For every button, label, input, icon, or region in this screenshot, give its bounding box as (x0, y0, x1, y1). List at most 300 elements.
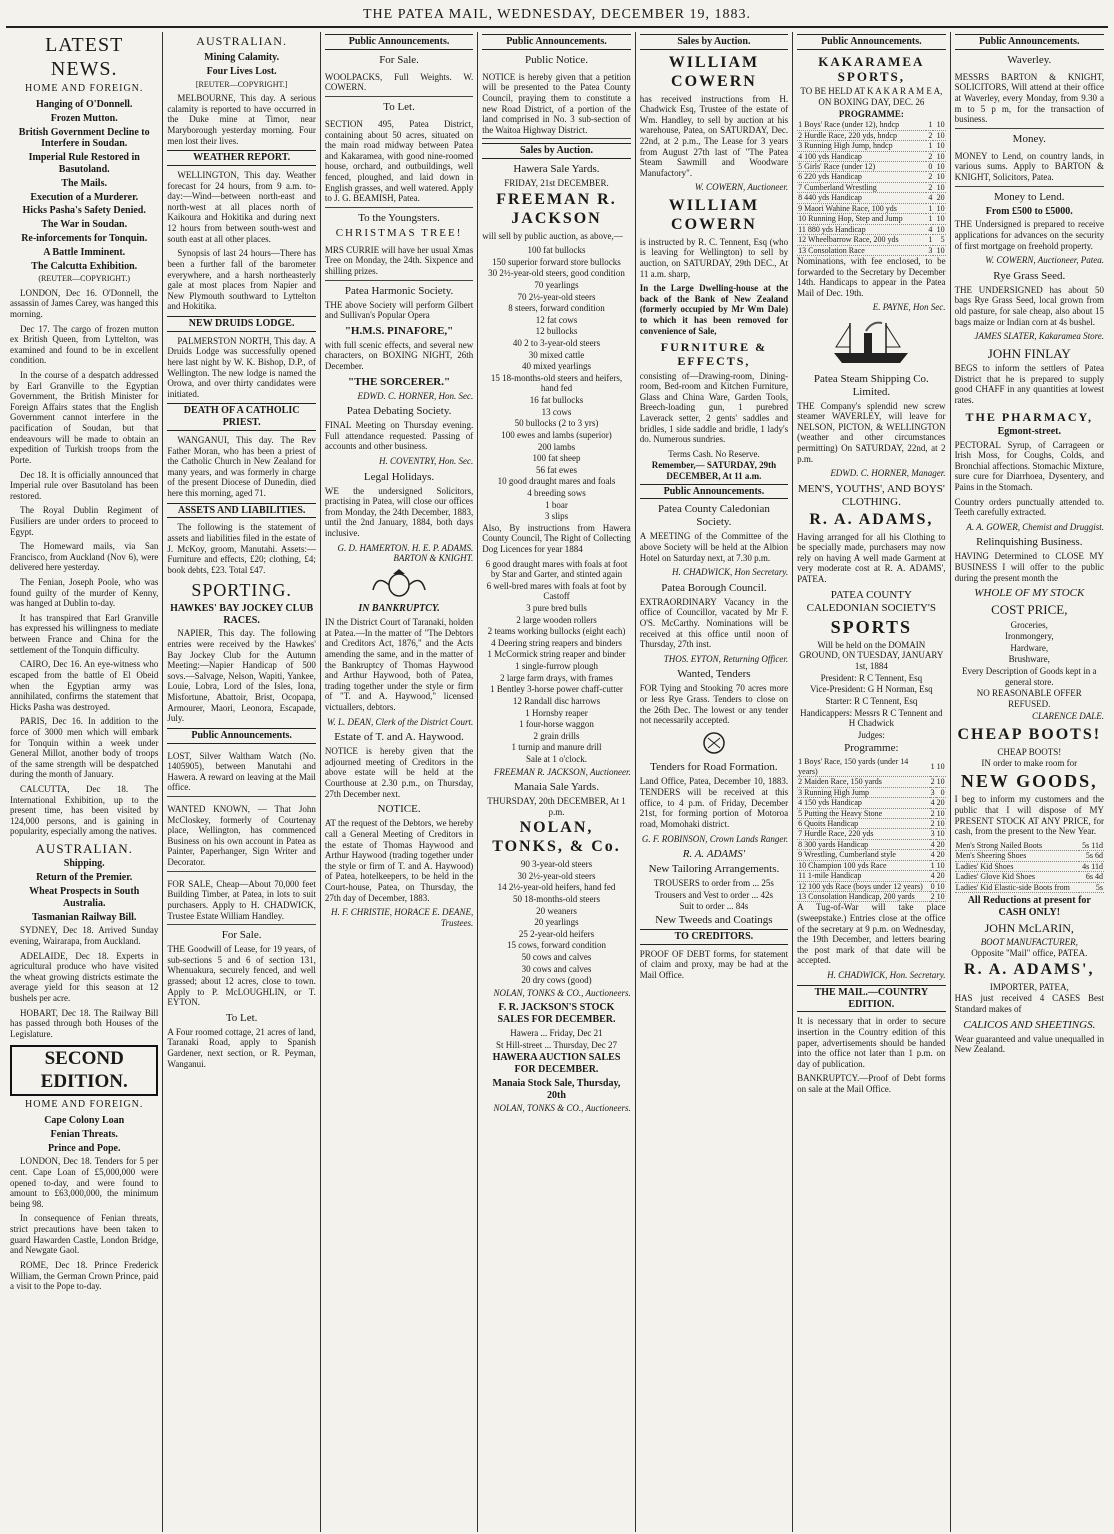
manaia-list (482, 859, 630, 986)
stock-item: 100 fat sheep (532, 453, 581, 464)
public-announcements-header: Public Announcements. (640, 484, 788, 500)
australian-title: AUSTRALIAN. (35, 841, 133, 857)
stock-item: 12 Randall disc harrows (512, 695, 601, 706)
boot-manufacturer-label: BOOT MANUFACTURER, (980, 936, 1078, 947)
money-text: MONEY to Lend, on country lands, in various sums. Apply to BARTON & KNIGHT, Solicitors, Patea. (955, 148, 1104, 187)
headline: Prince and Pope. (47, 1142, 121, 1154)
prize-value: 20 (933, 193, 945, 203)
event-name: 10 Running Hop, Step and Jump (797, 214, 926, 224)
prize-value: 0 (926, 162, 933, 172)
classified-ad: FOR SALE, Cheap—About 70,000 feet Building Timber, at Patea, in lots to suit purchasers. Apply to H. CHADWICK, Trustee Estate William Handley. (167, 876, 315, 925)
stock-item: 30 2½-year-old steers (517, 870, 596, 881)
prize-value: 10 (933, 130, 945, 140)
tailoring-item: Suit to order ... 84s (679, 901, 749, 912)
creditors-text: PROOF OF DEBT forms, for statement of claim and proxy, may be had at the Mail Office. (639, 948, 789, 980)
prize-value: 1 (930, 757, 936, 776)
rye-grass-text: THE UNDERSIGNED has about 50 bags Rye Grass Seed, local grown from old pasture, for sale cheap, also about 15 bags maize or Indian corn at 4s bushel. (954, 284, 1104, 327)
stock-item: 100 fat bullocks (527, 245, 586, 256)
news-paragraph: PARIS, Dec 16. In addition to the force of 3000 men which will embark for Tonquin within a week under General Millot, another body of troops of the same strength will be despatched during the month of January. (10, 716, 159, 780)
second-edition-title: SECOND EDITION. (10, 1045, 158, 1096)
event-name: 8 440 yds Handicap (797, 193, 926, 203)
royal-crest-icon (325, 568, 473, 601)
event-name: 9 Maori Wahine Race, 100 yds (797, 203, 926, 213)
stock-category: Groceries, (1010, 619, 1048, 630)
kakaramea-sports-signature: E. PAYNE, Hon Sec. (872, 302, 946, 313)
caledonian-programme-table (797, 757, 945, 902)
new-goods-title: NEW GOODS, (960, 771, 1098, 792)
news-paragraph: HOBART, Dec 18. The Railway Bill has passed through both Houses of the Legislature. (10, 1007, 159, 1039)
prize-value: 10 (933, 182, 945, 192)
assets-liabilities-title: ASSETS AND LIABILITIES. (167, 503, 315, 519)
john-finlay-title: JOHN FINLAY (987, 345, 1071, 361)
kakaramea-sports-title: KAKARAMEA SPORTS, (818, 53, 925, 85)
shipping-co-signature: EDWD. C. HORNER, Manager. (830, 468, 946, 479)
headline: Hanging of O'Donnell. (36, 98, 133, 110)
prize-value: 20 (936, 839, 945, 849)
event-name: 4 150 yds Handicap (797, 798, 929, 808)
waverley-title: Waverley. (1007, 53, 1052, 66)
price-row (955, 841, 1104, 851)
event-name: 1 Boys' Race, 150 yards (under 14 years) (797, 757, 929, 776)
stock-item: 30 cows and calves (521, 963, 592, 974)
stock-item: 40 2 to 3-year-old steers (512, 338, 601, 349)
event-name: 6 Quoits Handicap (797, 818, 929, 828)
weather-paragraph: WELLINGTON, This day. Weather forecast for 24 hours, from 9 a.m. to-day:—Wind—between north-east and north-west at all places north of Kaikoura and Hokitika and during next 12 hours from between south-west and south east at all other places. (167, 170, 316, 244)
stock-category: Hardware, (1010, 642, 1049, 653)
stock-item: 1 Bentley 3-horse power chaff-cutter (490, 684, 623, 695)
hawera-auction-title: HAWERA AUCTION SALES FOR DECEMBER. (492, 1052, 621, 1076)
reuter-credit: (REUTER—COPYRIGHT.) (38, 274, 131, 284)
horse-list (482, 559, 630, 753)
australian-headlines (10, 858, 158, 923)
crest-icon (640, 730, 788, 759)
public-announcements-header: Public Announcements. (482, 34, 630, 50)
stock-item: 25 2-year-old heifers (518, 928, 595, 939)
woolpacks-ad: WOOLPACKS, Full Weights. W. COWERN. (325, 69, 473, 97)
tailoring-item: Trousers and Vest to order ... 42s (654, 889, 774, 900)
programme-row (797, 808, 945, 818)
event-name: Ladies' Kid Shoes (955, 861, 1080, 871)
caledonian-society-signature: H. CHADWICK, Hon Secretary. (671, 567, 789, 578)
event-name: 6 220 yds Handicap (797, 172, 926, 182)
prize-value: 0 (930, 881, 935, 891)
programme-row (797, 235, 945, 245)
prize-value: 4 (926, 193, 933, 203)
notice-text: AT the request of the Debtors, we hereby call a General Meeting of Creditors in the estate of Thomas Haywood and Arthur Haywood (trading together under the style or firm of T. and A. Haywood) of Patea, hotelkeepers, to be held in the Court-house, Patea, on Thursday, the 27th day of December, 1883. (324, 818, 474, 903)
event-name: 5 Girls' Race (under 12) (797, 162, 926, 172)
barton-knight-text: MESSRS BARTON & KNIGHT, SOLICITORS, Will attend at their office at Waverley, every Monday, from 9.30 a m to 5 p m, for the transaction of business. (955, 69, 1104, 129)
calicos-label: CALICOS AND SHEETINGS. (963, 1018, 1096, 1031)
stock-item: 13 cows (541, 406, 572, 417)
cowern-signature: W. COWERN, Auctioneer. (694, 182, 789, 193)
notice-title: NOTICE. (377, 803, 421, 816)
prize-value: 3 (926, 245, 933, 255)
creditors-title: TO CREDITORS. (640, 929, 788, 945)
headline: Re-inforcements for Tonquin. (21, 232, 148, 244)
programme-row (797, 892, 945, 902)
adams-importer-title: R. A. ADAMS', (964, 960, 1095, 978)
hawera-date: FRIDAY, 21st DECEMBER. (504, 178, 609, 189)
cowern-text: has received instructions from H. Chadwick Esq, Trustee of the estate of Wm. Handley, to sell by auction at his warehouse, Patea, on SATURDAY, Dec. 22nd, at 2 p.m., The Lease for 3 years from August 27th last of "The Patea Steam Sawmill and Woodware Manufactory". (639, 93, 789, 178)
to-let-title: To Let. (225, 1011, 258, 1024)
stock-item: 150 superior forward store bullocks (492, 256, 621, 267)
public-announcements-header: Public Announcements. (167, 728, 315, 744)
kakaramea-sports-text: Nominations, with fee enclosed, to be forwarded to the Secretary by December 14th. Handicaps to appear in the Patea Mail of Dec. 19th. (797, 255, 946, 298)
tailoring-title: New Tailoring Arrangements. (648, 863, 780, 876)
event-name: 11 880 yds Handicap (797, 224, 926, 234)
harmonic-society-text-2: with full scenic effects, and several new characters, on BOXING NIGHT, 26th December. (324, 339, 474, 371)
caledonian-sports-signature: H. CHADWICK, Hon. Secretary. (827, 970, 946, 981)
mining-paragraphs (167, 93, 315, 146)
programme-row (797, 182, 945, 192)
estate-title: Estate of T. and A. Haywood. (334, 731, 464, 744)
stock-item: 200 lambs (537, 441, 576, 452)
mining-headlines (167, 52, 315, 78)
programme-row (797, 860, 945, 870)
news-paragraph: The Royal Dublin Regiment of Fusiliers are under orders to proceed to Egypt. (10, 505, 159, 537)
pharmacy-text: PECTORAL Syrup, of Carrageen or Irish Moss, for Coughs, Colds, and Bronchial affections. Stomachic Mixture, sure cure for Diarrhoea, Dysentery, and Pains in the Stomach. (954, 439, 1104, 492)
headline-list (10, 99, 158, 272)
headline: Tasmanian Railway Bill. (32, 911, 137, 923)
news-paragraph: LONDON, Dec 16. O'Donnell, the assassin of James Carey, was hanged this morning. (10, 287, 159, 319)
headline: Frozen Mutton. (50, 112, 118, 124)
stock-item: 16 fat bullocks (529, 395, 584, 406)
stock-item: 20 weaners (536, 905, 577, 916)
prize-value: 2 (926, 151, 933, 161)
prize-value: 2 (930, 892, 935, 901)
new-goods-text: I beg to inform my customers and the public that I will dispose of MY PRESENT STOCK AT ANY PRICE, for cash, from the present to the New Year. (954, 794, 1104, 837)
stock-item: 50 bullocks (2 to 3 yrs) (514, 418, 599, 429)
hawera-sale-yards-title: Hawera Sale Yards. (513, 163, 600, 176)
stock-item: 14 2½-year-old heifers, hand fed (497, 882, 616, 893)
prize-value: 10 (936, 892, 945, 901)
prize-value: 20 (936, 798, 945, 808)
prize-value: 10 (936, 829, 945, 839)
stock-item: 1 Hornsby reaper (525, 707, 588, 718)
pharmacy-note: Country orders punctually attended to. Teeth carefully extracted. (954, 496, 1104, 518)
price-row (955, 872, 1104, 882)
public-announcements-header: Public Announcements. (955, 34, 1104, 50)
event-name: 7 Hurdle Race, 220 yds (797, 829, 929, 839)
druids-lodge-text: PALMERSTON NORTH, This day. A Druids Lodge was successfully opened here last night by W. K. Bishop, D.P., of Wellington. The new lodge is named the Orowa, and over thirty candidates were initiated. (167, 335, 316, 399)
money-to-lend-amount: From £500 to £5000. (985, 205, 1073, 217)
headline: A Battle Imminent. (43, 246, 126, 258)
programme-row (797, 193, 945, 203)
youngsters-title: To the Youngsters. (358, 211, 440, 224)
stock-item: 8 steers, forward condition (508, 303, 605, 314)
prize-value: 4 (930, 798, 935, 808)
event-name: 13 Consolation Race (797, 245, 926, 255)
wanted-tenders-text: FOR Tying and Stooking 70 acres more or less Rye Grass. Tenders to close on the 26th Dec. The lowest or any tender not necessarily accepted. (639, 683, 789, 726)
every-description: Every Description of Goods kept in a general store. (962, 665, 1097, 687)
to-let-text: A Four roomed cottage, 21 acres of land, Taranaki Road, apply to Spanish Gardener, next section, or R. Peyman, Wanganui. (167, 1026, 316, 1069)
stock-category: Ironmongery, (1004, 631, 1054, 642)
adams-note: Wear guaranteed and value unequalled in New Zealand. (954, 1033, 1104, 1055)
prize-value: 1 (926, 214, 933, 224)
news-paragraph: ADELAIDE, Dec 18. Experts in agricultural produce who have visited the wheat growing districts estimate the average yield for this season at 12 bushels per acre. (10, 950, 159, 1003)
sale-signature: FREEMAN R. JACKSON, Auctioneer. (493, 766, 631, 777)
borough-council-title: Patea Borough Council. (661, 581, 767, 594)
rye-grass-signature: JAMES SLATER, Kakaramea Store. (974, 331, 1104, 342)
manaia-signature: NOLAN, TONKS & CO., Auctioneers. (493, 987, 631, 998)
latest-news-title: LATEST NEWS. (45, 34, 124, 80)
prize-value: 10 (933, 141, 945, 151)
remember-line: Remember,— SATURDAY, 29th DECEMBER, At 11 a.m. (651, 460, 777, 482)
event-name: Ladies' Kid Elastic-side Boots from (955, 882, 1080, 892)
programme-row (797, 850, 945, 860)
john-mclarin-title: JOHN McLARIN, (984, 920, 1074, 935)
prize-value: 1 (926, 141, 933, 151)
william-cowern-name-2: WILLIAM COWERN (668, 197, 760, 233)
headline: The Calcutta Exhibition. (31, 260, 138, 272)
column-public-announcements-2 (478, 32, 635, 1532)
cost-price-label: COST PRICE, (991, 602, 1068, 618)
headline: Wheat Prospects in South Australia. (29, 885, 140, 909)
programme-label: PROGRAMME: (838, 108, 904, 119)
prize-value: 3 (930, 829, 935, 839)
catholic-priest-title: DEATH OF A CATHOLIC PRIEST. (167, 403, 315, 431)
prize-value: 2 (926, 172, 933, 182)
rye-grass-title: Rye Grass Seed. (993, 269, 1066, 282)
programme-row (797, 787, 945, 797)
official-entry: President: R C Tennent, Esq (820, 672, 923, 683)
event-name: Ladies' Glove Kid Shoes (955, 872, 1080, 882)
stock-item: 50 cows and calves (521, 952, 592, 962)
pharmacy-signature: A. A. GOWER, Chemist and Druggist. (966, 521, 1104, 532)
bankruptcy-title: IN BANKRUPTCY. (358, 603, 440, 615)
bankruptcy-note: BANKRUPTCY.—Proof of Debt forms on sale at the Mail Office. (797, 1073, 946, 1094)
home-foreign-subtitle: HOME AND FOREIGN. (25, 83, 144, 95)
second-edition-headlines (10, 1115, 158, 1154)
stock-item: 1 single-furrow plough (514, 661, 598, 672)
pharmacy-title: THE PHARMACY, (965, 409, 1094, 424)
money-title: Money. (1012, 132, 1046, 145)
news-paragraph: SYDNEY, Dec 18. Arrived Sunday evening, Wairarapa, from Auckland. (10, 925, 159, 946)
programme-row (797, 871, 945, 881)
news-paragraph: In consequence of Fenian threats, strict precautions have been taken to guard Hawarden Castle, London Bridge, and Newgate Gaol. (10, 1213, 159, 1256)
column-latest-news (6, 32, 163, 1532)
prize-value: 5s 6d (1079, 851, 1104, 861)
nolan-tonks-name: NOLAN, TONKS, & Co. (492, 819, 621, 856)
stock-item: 30 mixed cattle (528, 349, 585, 360)
assets-liabilities-text: The following is the statement of assets and liabilities filed in the estate of J. McKoy, groom, Manutahi. Assets:—Furniture and effects, £20; clothing, £4; book debts, £23. Total £47. (167, 522, 316, 575)
debating-society-title: Patea Debating Society. (346, 405, 452, 418)
prize-value: 10 (936, 818, 945, 828)
prize-value: 10 (933, 162, 945, 172)
prize-value: 10 (936, 757, 946, 776)
price-row (955, 861, 1104, 871)
stock-item: 1 McCormick string reaper and binder (487, 649, 626, 660)
clothing-text: Having arranged for all his Clothing to be specially made, purchasers may now rely on having A well made Garment at very moderate cost at R. A. ADAMS', PATEA. (797, 531, 946, 585)
second-edition-subtitle: HOME AND FOREIGN. (25, 1099, 144, 1111)
caledonian-sports-heading: SPORTS (830, 616, 913, 637)
adams-title: R. A. ADAMS' (682, 848, 746, 861)
event-name: 3 Running High Jump (797, 787, 929, 797)
caledonian-society-title: Patea County Caledonian Society. (658, 503, 770, 529)
australian-heading: AUSTRALIAN. (196, 34, 287, 48)
weather-paragraph: Synopsis of last 24 hours—There has been a further fall of the barometer everywhere, and a harsh northeasterly gale at most places from Napier and New Plymouth southward to Lyttelton and Hokitika. (167, 248, 316, 312)
kakaramea-programme-table (797, 120, 945, 256)
road-formation-title: Tenders for Road Formation. (650, 761, 778, 774)
section-to-let-text: SECTION 495, Patea District, containing about 50 acres, situated on the main road midway between Patea and Kakaramea, with good nine-roomed house, orchard, and outbuildings, well fenced, ploughed, and laid down in English grasses, and well watered. Apply to J. G. BEAMISH, Patea. (325, 116, 473, 208)
john-finlay-text: BEGS to inform the settlers of Patea District that he is prepared to supply good CHAFF in any quantities at lowest rates. (954, 363, 1104, 405)
relinquishing-title: Relinquishing Business. (976, 536, 1083, 549)
manaia-sale-yards-title: Manaia Sale Yards. (514, 781, 599, 794)
money-to-lend-text: THE Undersigned is prepared to receive applications for advances on the security of first mortgage on freehold property. (954, 219, 1104, 251)
headline: Shipping. (63, 858, 105, 870)
nolan-signature: NOLAN, TONKS & CO., Auctioneers. (493, 1103, 631, 1114)
adams-importer-text: HAS just received 4 CASES Best Standard makes of (954, 993, 1104, 1015)
for-sale-title: For Sale. (221, 929, 262, 942)
event-name: 12 100 yds Race (boys under 12 years) (797, 881, 929, 891)
news-paragraph: CALCUTTA, Dec 18. The International Exhibition, up to the present time, has been visited by 124,000 persons, and is gaining in popularity, especially among the natives. (10, 783, 159, 837)
prize-value: 3 (930, 787, 935, 797)
sorcerer-title: "THE SORCERER." (348, 375, 451, 388)
caledonian-sports-text: A Tug-of-War will take place (sweepstake.) Entries close at the office of the secretary at 9 p.m. on Wednesday, the 19th December, and letters bearing the post mark of that date will be accepted. (797, 902, 946, 966)
whole-stock-label: WHOLE OF MY STOCK (974, 587, 1085, 600)
event-name: 10 Champion 100 yds Race (797, 860, 929, 870)
programme-row (797, 162, 945, 172)
cash-only-label: All Reductions at present for CASH ONLY! (967, 894, 1091, 918)
event-name: 2 Hurdle Race, 220 yds, hndcp (797, 130, 926, 140)
programme-row (797, 130, 945, 140)
programme-row (797, 798, 945, 808)
bankruptcy-text: IN the District Court of Taranaki, holden at Patea.—In the matter of "The Debtors and Creditors Act, 1876," and the Acts amending the same, and in the matter of the Bankruptcy of Thomas Haywood and Arthur Haywood, both of Patea, trading together under the style or firm of "T. and A. Haywood," licensed victuallers, debtors. (324, 617, 474, 713)
pharmacy-subtitle: Egmont-street. (997, 425, 1061, 437)
event-name: 13 Consolation Handicap, 200 yards (797, 892, 929, 902)
news-paragraph: In the course of a despatch addressed by Earl Granville to the Egyptian Government, the British Minister for Foreign Affairs states that the English Government cannot interfere in the pacification of Soudan, but that endeavours will be made to obtain an expedition of Turkish troops from the Porte. (10, 370, 159, 465)
stock-item: 1 four-horse waggon (519, 719, 594, 730)
programme-row (797, 818, 945, 828)
to-let-title: To Let. (383, 100, 415, 113)
second-edition-paragraphs (10, 1156, 158, 1291)
prize-value: 1 (926, 203, 933, 213)
prize-value: 20 (936, 871, 945, 881)
prize-value: 10 (936, 881, 945, 891)
reuter-credit: [REUTER—COPYRIGHT.] (195, 79, 288, 89)
manaia-stock-sale: Manaia Stock Sale, Thursday, 20th (492, 1077, 621, 1101)
money-to-lend-title: Money to Lend. (993, 190, 1065, 203)
stock-item: 20 yearlings (534, 917, 579, 928)
clothing-name: R. A. ADAMS, (809, 510, 934, 528)
stock-item: 3 pure bred bulls (526, 603, 587, 614)
prize-value: 0 (936, 787, 946, 797)
cowern2-bold-text: In the Large Dwelling-house at the back of the Bank of New Zealand (formerly occupied by Mr Wm Dale) to which it has been removed for convenience of Sale, (639, 283, 789, 336)
sporting-title: SPORTING. (191, 579, 292, 600)
stock-item: 2 large wooden rollers (516, 614, 597, 625)
stock-item: 2 teams working bullocks (eight each) (487, 626, 626, 637)
column-business (951, 32, 1108, 1532)
prize-value: 10 (933, 214, 945, 224)
furniture-title: FURNITURE & EFFECTS, (660, 340, 768, 369)
money-to-lend-signature: W. COWERN, Auctioneer, Patea. (985, 255, 1104, 266)
council-text: Also, By instructions from Hawera County Council, The Right of Collecting Dog Licences for year 1884 (482, 522, 631, 554)
caledonian-sports-where: Will be held on the DOMAIN GROUND, ON TUESDAY, JANUARY 1st, 1884 (799, 639, 944, 672)
terms: Terms Cash. No Reserve. (668, 448, 760, 459)
races-title: HAWKES' BAY JOCKEY CLUB RACES. (170, 602, 314, 626)
legal-holidays-text: WE the undersigned Solicitors, practising in Patea, will close our offices from Monday, the 24th December, 1883, until the 2nd January, 1884, both days inclusive. (324, 485, 474, 538)
classified-ad: WANTED KNOWN, — That John McCloskey, formerly of Courtenay place, Wellington, has commenced Business on his own account in Patea as Painter, Paperhanger, Sign Writer and Decorator. (167, 801, 315, 872)
stock-list (482, 245, 630, 522)
prize-value: 5s 11d (1079, 841, 1104, 851)
christmas-tree-text: MRS CURRIE will have her usual Xmas Tree on Monday, the 24th. Sixpence and shilling prizes. (325, 242, 473, 281)
legal-holidays-signature: G. D. HAMERTON. H. E. P. ADAMS. BARTON & KNIGHT. (337, 542, 474, 564)
masthead: THE PATEA MAIL, WEDNESDAY, DECEMBER 19, 1883. (6, 4, 1108, 28)
event-name: 3 Running High Jump, hndcp (797, 141, 926, 151)
columns (6, 32, 1108, 1532)
stock-item: 2 grain drills (533, 730, 580, 741)
headline: Fenian Threats. (50, 1128, 118, 1140)
headline: The Mails. (61, 177, 107, 189)
prize-value: 2 (930, 808, 935, 818)
sale-note: Sale at 1 o'clock. (525, 753, 588, 764)
prize-value: 1 (930, 860, 935, 870)
jackson-stock-sales-title: F. R. JACKSON'S STOCK SALES FOR DECEMBER. (497, 1002, 616, 1026)
event-name: 7 Cumberland Wrestling (797, 182, 926, 192)
stock-category: Brushware, (1008, 654, 1050, 665)
news-paragraph: The Fenian, Joseph Poole, who was found guilty of the murder of Kenny, was hanged at Dublin to-day. (10, 577, 159, 609)
bankruptcy-signature: W. L. DEAN, Clerk of the District Court. (326, 716, 474, 727)
column-australian (163, 32, 320, 1532)
borough-council-signature: THOS. EYTON, Returning Officer. (663, 653, 789, 664)
stock-item: 2 large farm drays, with frames (500, 672, 613, 683)
programme-row (797, 245, 945, 255)
prize-value: 4 (930, 839, 935, 849)
cowern2-text: is instructed by R. C. Tennent, Esq (who is leaving for Wellington) to sell by auction, on SATURDAY, 29th DEC., At 11 a.m. sharp, (639, 236, 789, 279)
prize-value: 4 (930, 850, 935, 860)
jackson-dates (482, 1028, 630, 1050)
headline: Mining Calamity. (204, 52, 280, 64)
news-paragraph: CAIRO, Dec 16. An eye-witness who escaped from the battle of El Obeid when the Egyptian army was annihilated, confirms the statement that Hicks Pasha was destroyed. (10, 659, 159, 712)
william-cowern-name: WILLIAM COWERN (668, 53, 760, 90)
programme-row (797, 829, 945, 839)
public-notice-title: Public Notice. (525, 53, 588, 66)
news-paragraph: LONDON, Dec 18. Tenders for 5 per cent. Cape Loan of £5,000,000 were opened to-day, and were found to amount to £63,000,000, the minimum being 98. (10, 1156, 159, 1209)
event-name: 12 Wheelbarrow Race, 200 yds (797, 235, 926, 245)
mail-country-edition-text: It is necessary that in order to secure insertion in the Country edition of this paper, advertisements should be handed into the office not later than 1 p.m. on day of publication. (797, 1016, 946, 1069)
news-paragraph: ROME, Dec 18. Prince Frederick William, the German Crown Prince, paid a visit to the Pope to-day. (10, 1259, 159, 1292)
road-formation-text: Land Office, Patea, December 10, 1883. TENDERS will be received at this office, to 4 p.m. of Friday, December 21st, for forming portion of Motoroa road, Momohaki district. (639, 776, 789, 829)
tailoring-item: TROUSERS to order from ... 25s (653, 878, 774, 889)
wanted-tenders-title: Wanted, Tenders (677, 668, 751, 681)
programme-row (797, 141, 945, 151)
event-name: 8 300 yards Handicap (797, 839, 929, 849)
stock-item: 30 2½-year-old steers, good condition (488, 268, 625, 279)
event-name: 9 Wrestling, Cumberland style (797, 850, 929, 860)
prize-value: 2 (930, 818, 935, 828)
clothing-title: MEN'S, YOUTHS', AND BOYS' CLOTHING. (797, 482, 945, 508)
prize-value: 4 (926, 224, 933, 234)
programme-row (797, 777, 945, 787)
prize-value: 2 (926, 130, 933, 140)
prize-value: 5 (933, 235, 945, 245)
sales-by-auction-header: Sales by Auction. (640, 34, 788, 50)
stock-item: 1 turnip and manure drill (511, 742, 602, 753)
official-entry: Vice-President: G H Norman, Esq (810, 684, 933, 695)
headline: Four Lives Lost. (206, 65, 277, 77)
prize-value: 20 (936, 850, 945, 860)
programme-row (797, 839, 945, 849)
prize-value: 10 (933, 224, 945, 234)
prize-value: 4s 11d (1079, 861, 1104, 871)
hawera-intro: will sell by public auction, as above,— (482, 230, 623, 241)
adams-importer-subtitle: IMPORTER, PATEA, (989, 981, 1069, 992)
prize-value: 10 (933, 151, 945, 161)
event-name: Men's Strong Nailed Boots (955, 841, 1080, 851)
column-sports (793, 32, 950, 1532)
stock-item: 15 cows, forward condition (507, 940, 606, 951)
column-public-announcements-1 (321, 32, 478, 1532)
